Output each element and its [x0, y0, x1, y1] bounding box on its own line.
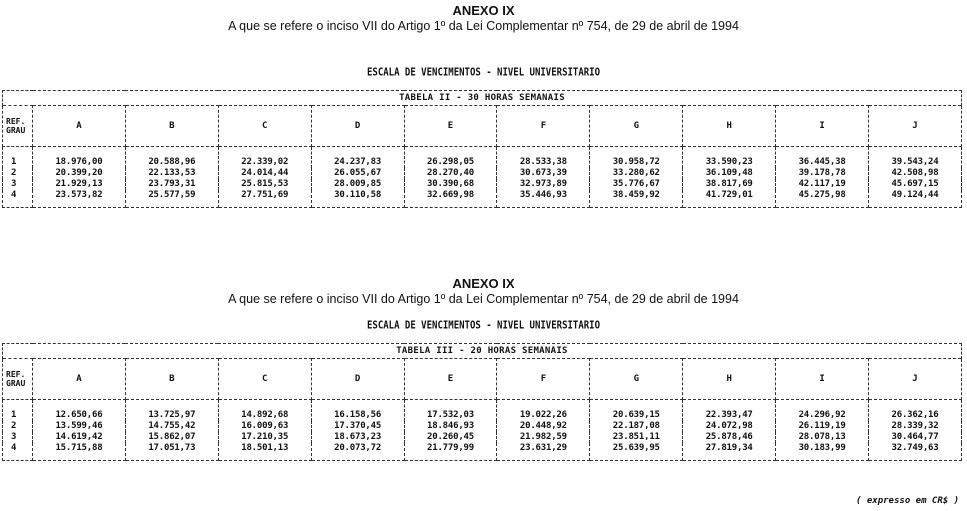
grau-cell: 1 [3, 147, 33, 169]
column-header: F [497, 359, 590, 400]
ref-grau-header [3, 106, 33, 147]
value-cell: 24.296,92 [776, 400, 869, 422]
value-cell: 23.793,31 [125, 179, 218, 190]
grau-cell: 3 [3, 179, 33, 190]
value-cell: 25.577,59 [125, 190, 218, 208]
value-cell: 18.673,23 [311, 432, 404, 443]
grau-cell: 1 [3, 400, 33, 422]
value-cell: 32.973,89 [497, 179, 590, 190]
column-header: J [869, 359, 962, 400]
annex-2-subtitle: A que se refere o inciso VII do Artigo 1º da Lei Complementar nº 754, de 29 de abril de 1994 [228, 292, 739, 306]
value-cell: 35.776,67 [590, 179, 683, 190]
value-cell: 23.631,29 [497, 443, 590, 461]
value-cell: 35.446,93 [497, 190, 590, 208]
value-cell: 25.815,53 [218, 179, 311, 190]
table-row [3, 400, 962, 422]
value-cell: 22.393,47 [683, 400, 776, 422]
value-cell: 13.725,97 [125, 400, 218, 422]
value-cell: 15.715,88 [33, 443, 126, 461]
value-cell: 20.588,96 [125, 147, 218, 169]
value-cell: 26.119,19 [776, 421, 869, 432]
value-cell: 38.459,92 [590, 190, 683, 208]
value-cell: 28.270,40 [404, 168, 497, 179]
column-header-row [3, 106, 962, 147]
value-cell: 17.532,03 [404, 400, 497, 422]
grau-label: GRAU [6, 126, 26, 135]
grau-cell: 2 [3, 421, 33, 432]
value-cell: 45.697,15 [869, 179, 962, 190]
value-cell: 20.260,45 [404, 432, 497, 443]
column-header: D [311, 359, 404, 400]
currency-footnote: ( expresso em CR$ ) [856, 496, 959, 506]
column-header: B [125, 106, 218, 147]
value-cell: 45.275,98 [776, 190, 869, 208]
value-cell: 28.533,38 [497, 147, 590, 169]
column-header: F [497, 106, 590, 147]
value-cell: 13.599,46 [33, 421, 126, 432]
column-header: C [218, 106, 311, 147]
value-cell: 24.014,44 [218, 168, 311, 179]
grau-cell: 4 [3, 443, 33, 461]
value-cell: 14.755,42 [125, 421, 218, 432]
value-cell: 23.573,82 [33, 190, 126, 208]
table-row [3, 179, 962, 190]
column-header: G [590, 106, 683, 147]
value-cell: 24.072,98 [683, 421, 776, 432]
value-cell: 16.158,56 [311, 400, 404, 422]
column-header: E [404, 106, 497, 147]
value-cell: 21.779,99 [404, 443, 497, 461]
value-cell: 41.729,01 [683, 190, 776, 208]
table-row [3, 432, 962, 443]
value-cell: 22.187,08 [590, 421, 683, 432]
value-cell: 17.051,73 [125, 443, 218, 461]
ref-label: REF. [6, 370, 26, 379]
column-header: D [311, 106, 404, 147]
column-header: E [404, 359, 497, 400]
column-header: I [776, 359, 869, 400]
value-cell: 19.022,26 [497, 400, 590, 422]
value-cell: 39.178,78 [776, 168, 869, 179]
table-row [3, 147, 962, 169]
column-header: C [218, 359, 311, 400]
value-cell: 39.543,24 [869, 147, 962, 169]
value-cell: 27.751,69 [218, 190, 311, 208]
value-cell: 42.117,19 [776, 179, 869, 190]
value-cell: 30.183,99 [776, 443, 869, 461]
value-cell: 33.280,62 [590, 168, 683, 179]
value-cell: 21.929,13 [33, 179, 126, 190]
value-cell: 14.619,42 [33, 432, 126, 443]
value-cell: 28.339,32 [869, 421, 962, 432]
ref-label: REF. [6, 117, 26, 126]
value-cell: 30.958,72 [590, 147, 683, 169]
grau-cell: 4 [3, 190, 33, 208]
value-cell: 20.073,72 [311, 443, 404, 461]
table-row [3, 190, 962, 208]
value-cell: 17.370,45 [311, 421, 404, 432]
column-header: I [776, 106, 869, 147]
value-cell: 22.133,53 [125, 168, 218, 179]
value-cell: 20.399,20 [33, 168, 126, 179]
value-cell: 18.501,13 [218, 443, 311, 461]
tabela-title: TABELA III - 20 HORAS SEMANAIS [3, 344, 962, 359]
value-cell: 28.078,13 [776, 432, 869, 443]
value-cell: 30.110,58 [311, 190, 404, 208]
column-header: G [590, 359, 683, 400]
table-row [3, 421, 962, 432]
value-cell: 42.508,98 [869, 168, 962, 179]
value-cell: 18.846,93 [404, 421, 497, 432]
ref-grau-header [3, 359, 33, 400]
grau-cell: 3 [3, 432, 33, 443]
column-header: A [33, 359, 126, 400]
column-header-row [3, 359, 962, 400]
value-cell: 20.639,15 [590, 400, 683, 422]
value-cell: 36.109,48 [683, 168, 776, 179]
table-row [3, 168, 962, 179]
value-cell: 30.390,68 [404, 179, 497, 190]
value-cell: 23.851,11 [590, 432, 683, 443]
annex-1-title: ANEXO IX [452, 3, 515, 18]
column-header: A [33, 106, 126, 147]
value-cell: 26.055,67 [311, 168, 404, 179]
value-cell: 20.448,92 [497, 421, 590, 432]
value-cell: 25.878,46 [683, 432, 776, 443]
annex-2-escala-heading: ESCALA DE VENCIMENTOS - NIVEL UNIVERSITARIO [367, 320, 600, 332]
value-cell: 36.445,38 [776, 147, 869, 169]
column-header: B [125, 359, 218, 400]
grau-label: GRAU [6, 379, 26, 388]
value-cell: 30.464,77 [869, 432, 962, 443]
salary-table-1 [2, 90, 962, 208]
value-cell: 22.339,02 [218, 147, 311, 169]
column-header: J [869, 106, 962, 147]
value-cell: 25.639,95 [590, 443, 683, 461]
grau-cell: 2 [3, 168, 33, 179]
value-cell: 14.892,68 [218, 400, 311, 422]
value-cell: 15.862,07 [125, 432, 218, 443]
value-cell: 24.237,83 [311, 147, 404, 169]
value-cell: 49.124,44 [869, 190, 962, 208]
tabela-header-row [3, 344, 962, 359]
salary-table-2 [2, 343, 962, 461]
annex-2-title: ANEXO IX [452, 276, 515, 291]
value-cell: 26.298,05 [404, 147, 497, 169]
value-cell: 12.650,66 [33, 400, 126, 422]
value-cell: 18.976,00 [33, 147, 126, 169]
value-cell: 27.819,34 [683, 443, 776, 461]
value-cell: 28.009,85 [311, 179, 404, 190]
annex-1-subtitle: A que se refere o inciso VII do Artigo 1º da Lei Complementar nº 754, de 29 de abril de 1994 [228, 19, 739, 33]
value-cell: 32.749,63 [869, 443, 962, 461]
value-cell: 33.590,23 [683, 147, 776, 169]
value-cell: 30.673,39 [497, 168, 590, 179]
tabela-header-row [3, 91, 962, 106]
value-cell: 38.817,69 [683, 179, 776, 190]
table-row [3, 443, 962, 461]
value-cell: 21.982,59 [497, 432, 590, 443]
value-cell: 17.210,35 [218, 432, 311, 443]
tabela-title: TABELA II - 30 HORAS SEMANAIS [3, 91, 962, 106]
column-header: H [683, 106, 776, 147]
value-cell: 16.009,63 [218, 421, 311, 432]
value-cell: 26.362,16 [869, 400, 962, 422]
value-cell: 32.669,98 [404, 190, 497, 208]
column-header: H [683, 359, 776, 400]
annex-1-escala-heading: ESCALA DE VENCIMENTOS - NIVEL UNIVERSITARIO [367, 67, 600, 79]
